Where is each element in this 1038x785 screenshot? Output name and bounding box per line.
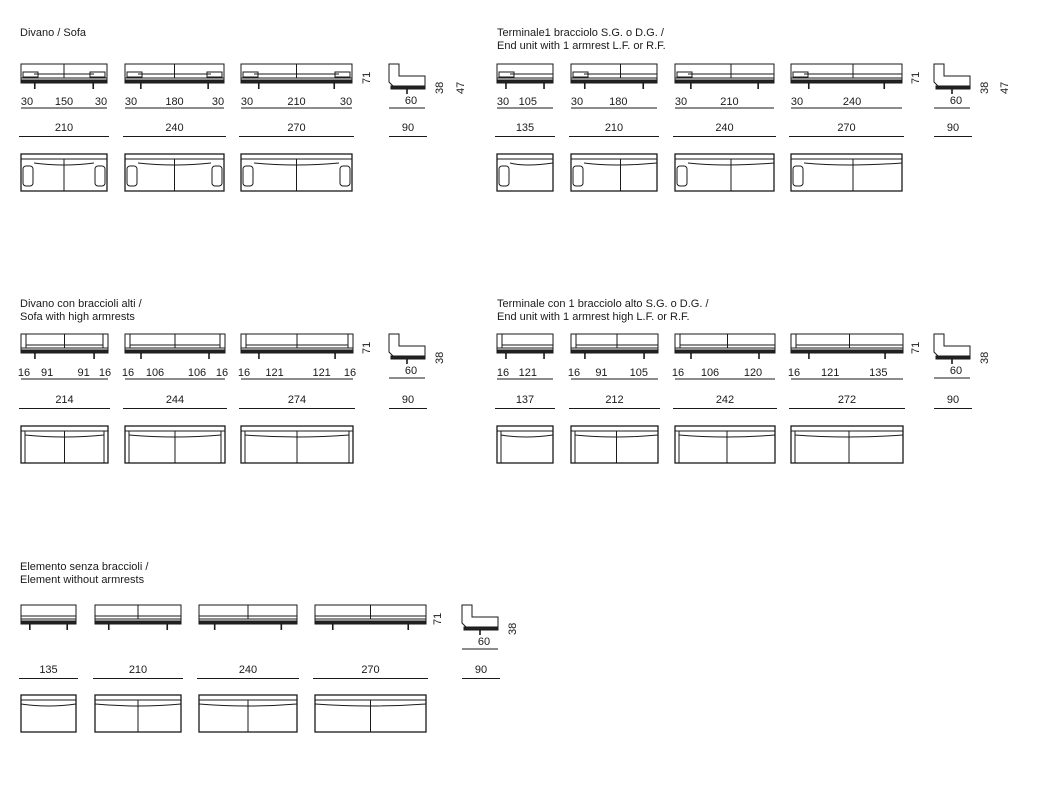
total-width: 272: [789, 394, 905, 409]
part-width: 121: [821, 367, 840, 379]
part-width: 30: [570, 96, 584, 108]
plan-view: [571, 154, 657, 191]
total-depth: 90: [389, 122, 427, 137]
front-view: [497, 64, 553, 89]
total-width: 135: [495, 122, 555, 137]
front-view: [21, 605, 76, 630]
height-label: 71: [910, 341, 922, 354]
part-width: 16: [671, 367, 685, 379]
plan-view: [95, 695, 181, 732]
total-width: 244: [123, 394, 227, 409]
height-label: 71: [361, 71, 373, 84]
part-width: 150: [54, 96, 74, 108]
depth-label: 60: [949, 95, 963, 107]
total-width: 210: [19, 122, 109, 137]
side-view: [934, 64, 970, 94]
part-width: 180: [165, 96, 184, 108]
front-view: [241, 334, 353, 359]
front-view: [315, 605, 426, 630]
seat-height-label: 38: [434, 81, 446, 94]
part-width: 106: [700, 367, 720, 379]
section-subtitle: Element without armrests: [20, 574, 145, 586]
height-label: 71: [910, 71, 922, 84]
total-width: 242: [673, 394, 777, 409]
height-label: 71: [432, 612, 444, 625]
plan-view: [199, 695, 297, 732]
section-subtitle: End unit with 1 armrest high L.F. or R.F.: [497, 311, 690, 323]
part-width: 121: [518, 367, 537, 379]
part-width: 105: [518, 96, 537, 108]
part-width: 30: [124, 96, 138, 108]
depth-label: 60: [404, 95, 418, 107]
part-width: 16: [98, 367, 112, 379]
front-view: [199, 605, 297, 630]
plan-view: [21, 154, 107, 191]
total-width: 210: [93, 664, 183, 679]
depth-label: 60: [404, 365, 418, 377]
depth-label: 60: [477, 636, 491, 648]
total-width: 212: [569, 394, 660, 409]
front-view: [675, 334, 775, 359]
part-width: 30: [211, 96, 225, 108]
part-width: 135: [869, 367, 888, 379]
front-view: [571, 334, 658, 359]
plan-view: [675, 426, 775, 463]
side-view: [462, 605, 498, 635]
section-title: Divano / Sofa: [20, 27, 87, 39]
part-width: 210: [287, 96, 306, 108]
section-subtitle: End unit with 1 armrest L.F. or R.F.: [497, 40, 666, 52]
part-width: 16: [567, 367, 581, 379]
plan-view: [241, 426, 353, 463]
seat-height-label: 38: [434, 351, 446, 364]
part-width: 91: [40, 367, 54, 379]
part-width: 105: [629, 367, 649, 379]
part-width: 30: [20, 96, 34, 108]
total-width: 240: [673, 122, 776, 137]
plan-view: [791, 154, 902, 191]
plan-view: [675, 154, 774, 191]
arm-height-label: 47: [455, 81, 467, 94]
total-width: 270: [239, 122, 354, 137]
part-width: 16: [121, 367, 135, 379]
side-view: [389, 64, 425, 94]
part-width: 30: [496, 96, 510, 108]
section-title: Elemento senza braccioli /: [20, 561, 149, 573]
plan-view: [21, 426, 108, 463]
part-width: 240: [842, 96, 862, 108]
plan-view: [571, 426, 658, 463]
seat-height-label: 38: [979, 81, 991, 94]
front-view: [675, 64, 774, 89]
total-depth: 90: [389, 394, 427, 409]
part-width: 106: [145, 367, 165, 379]
part-width: 16: [215, 367, 229, 379]
total-width: 240: [197, 664, 299, 679]
section-title: Terminale con 1 bracciolo alto S.G. o D.G. /: [497, 298, 709, 310]
part-width: 30: [339, 96, 353, 108]
plan-view: [497, 154, 553, 191]
total-depth: 90: [462, 664, 500, 679]
section-subtitle: Sofa with high armrests: [20, 311, 135, 323]
side-view: [389, 334, 425, 364]
plan-view: [21, 695, 76, 732]
part-width: 91: [77, 367, 90, 379]
section-title: Terminale1 bracciolo S.G. o D.G. /: [497, 27, 664, 39]
side-view: [934, 334, 970, 364]
plan-view: [497, 426, 553, 463]
height-label: 71: [361, 341, 373, 354]
part-width: 30: [240, 96, 254, 108]
total-width: 240: [123, 122, 226, 137]
part-width: 121: [265, 367, 284, 379]
front-view: [571, 64, 657, 89]
part-width: 210: [720, 96, 739, 108]
part-width: 91: [595, 367, 608, 379]
part-width: 16: [237, 367, 251, 379]
front-view: [95, 605, 181, 630]
plan-view: [791, 426, 903, 463]
front-view: [791, 64, 902, 89]
part-width: 106: [187, 367, 207, 379]
total-width: 274: [239, 394, 355, 409]
total-width: 135: [19, 664, 78, 679]
plan-view: [125, 426, 225, 463]
seat-height-label: 38: [507, 622, 519, 635]
part-width: 121: [312, 367, 331, 379]
total-width: 210: [569, 122, 659, 137]
front-view: [21, 64, 107, 89]
total-width: 214: [19, 394, 110, 409]
front-view: [125, 64, 224, 89]
part-width: 16: [787, 367, 801, 379]
front-view: [125, 334, 225, 359]
total-width: 270: [789, 122, 904, 137]
total-depth: 90: [934, 394, 972, 409]
front-view: [241, 64, 352, 89]
section-title: Divano con braccioli alti /: [20, 298, 142, 310]
front-view: [791, 334, 903, 359]
arm-height-label: 47: [999, 81, 1011, 94]
total-depth: 90: [934, 122, 972, 137]
part-width: 180: [609, 96, 628, 108]
front-view: [497, 334, 553, 359]
depth-label: 60: [949, 365, 963, 377]
part-width: 30: [790, 96, 804, 108]
plan-view: [125, 154, 224, 191]
part-width: 16: [17, 367, 31, 379]
total-width: 270: [313, 664, 428, 679]
part-width: 16: [496, 367, 510, 379]
part-width: 30: [94, 96, 108, 108]
plan-view: [315, 695, 426, 732]
part-width: 16: [343, 367, 357, 379]
plan-view: [241, 154, 352, 191]
seat-height-label: 38: [979, 351, 991, 364]
part-width: 120: [743, 367, 763, 379]
total-width: 137: [495, 394, 555, 409]
front-view: [21, 334, 108, 359]
part-width: 30: [674, 96, 688, 108]
